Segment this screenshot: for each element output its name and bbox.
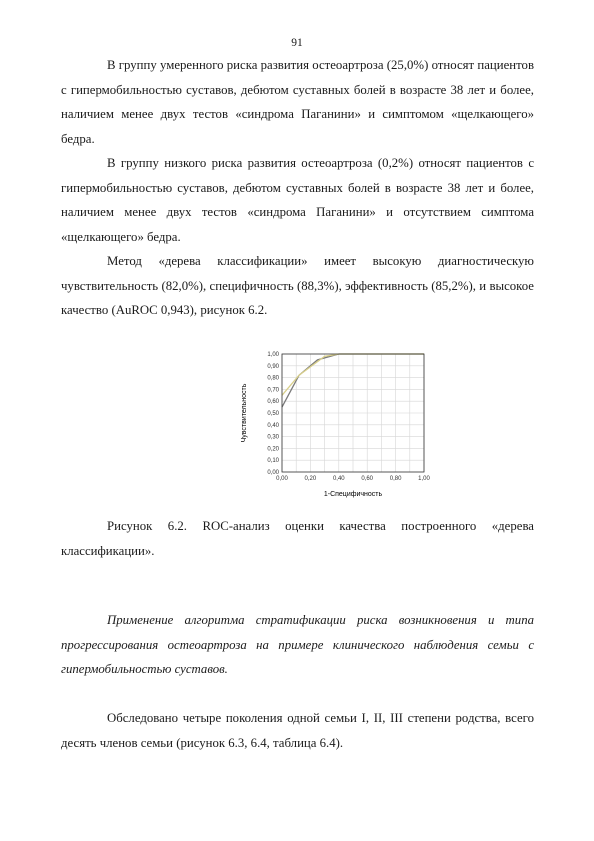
y-tick-label: 0,60 xyxy=(267,399,279,406)
y-tick-label: 0,40 xyxy=(267,422,279,429)
paragraph-family-study: Обследовано четыре поколения одной семьи I, II, III степени родства, всего десять членов семьи (рисунок 6.3, 6.4, таблица 6.4). xyxy=(61,711,534,750)
paragraph-classification-tree: Метод «дерева классификации» имеет высокую диагностическую чувствительность (82,0%), специфичность (88,3%), эффективность (85,2%), и высокое качество (AuROC 0,943), рисунок 6.2. xyxy=(61,254,534,318)
paragraph-moderate-risk: В группу умеренного риска развития остеоартроза (25,0%) относят пациентов с гипермобильностью суставов, дебютом суставных болей в возрасте 38 лет и более, наличием менее двух тестов «синдрома Паганини» и симптомом «щелкающего» бедра. xyxy=(61,58,534,146)
y-tick-label: 0,50 xyxy=(267,411,279,417)
x-tick-label: 0,00 xyxy=(276,476,288,482)
page-number: 91 xyxy=(291,37,303,49)
y-tick-label: 0,80 xyxy=(267,375,279,382)
paragraph-low-risk: В группу низкого риска развития остеоартроза (0,2%) относят пациентов с гипермобильностью суставов, дебютом суставных болей в возрасте 38 лет и более, наличием менее двух тестов «синдрома Паганини» и отсутствием симптома «щелкающего» бедра. xyxy=(61,156,534,244)
x-tick-label: 0,80 xyxy=(389,476,402,482)
y-tick-label: 0,10 xyxy=(267,458,279,465)
y-tick-label: 0,90 xyxy=(267,363,279,370)
x-tick-labels xyxy=(276,476,430,482)
y-tick-label: 1,00 xyxy=(267,352,279,358)
x-tick-label: 0,20 xyxy=(304,476,317,482)
y-axis-label: Чувствительность xyxy=(241,383,248,443)
y-tick-label: 0,00 xyxy=(267,470,279,476)
x-tick-label: 1,00 xyxy=(418,476,430,482)
y-tick-label: 0,20 xyxy=(267,446,279,453)
y-tick-labels xyxy=(267,352,279,476)
y-tick-label: 0,30 xyxy=(267,434,279,441)
x-tick-label: 0,60 xyxy=(361,476,374,482)
x-tick-label: 0,40 xyxy=(332,476,345,482)
section-subheading: Применение алгоритма стратификации риска возникновения и типа прогрессирования остеоартроза на примере клинического наблюдения семьи с гипермобильностью суставов. xyxy=(61,613,534,677)
figure-caption: Рисунок 6.2. ROC-анализ оценки качества построенного «дерева классификации». xyxy=(61,519,534,558)
roc-chart xyxy=(234,346,434,500)
x-axis-label: 1-Специфичность xyxy=(323,491,383,498)
y-tick-label: 0,70 xyxy=(267,387,279,394)
